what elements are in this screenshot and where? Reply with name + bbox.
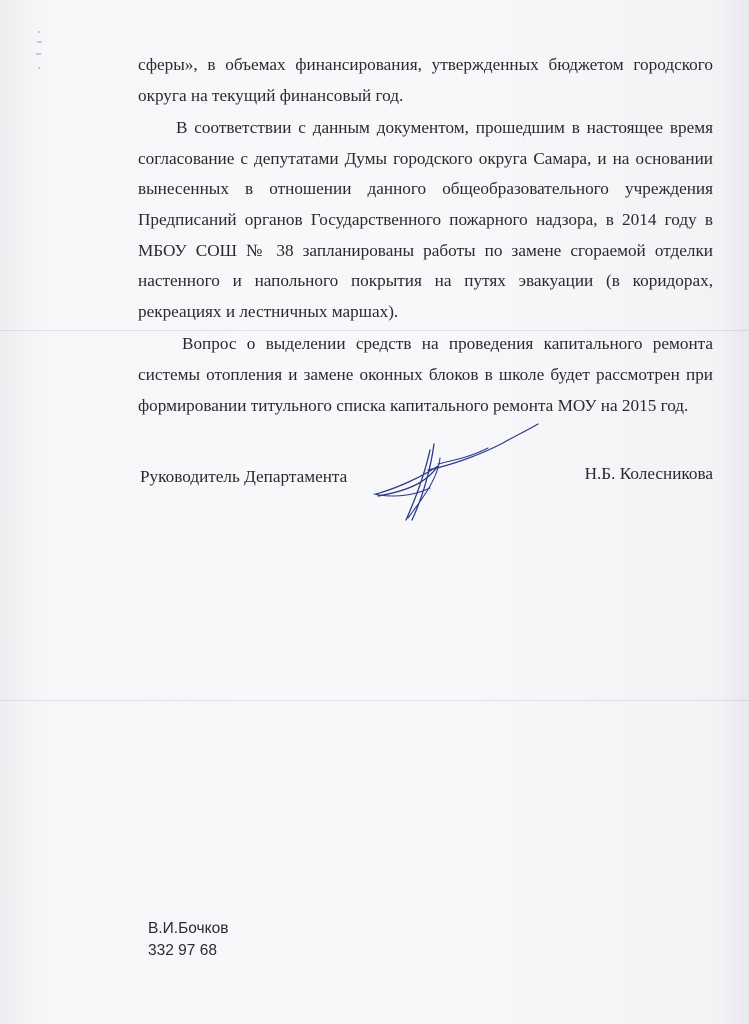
scan-edge-marks (32, 28, 52, 88)
paragraph-planned-works: В соответствии с данным документом, прошедшим в настоящее время согласование с депутатами Думы городского округа Самара, и на основании вынесенных в отношении данного общеобразовательного учреждения Предписаний органов Государственного пожарного надзора, в 2014 году в МБОУ СОШ № 38 запланированы работы по замене сгораемой отделки настенного и напольного покрытия на путях эвакуации (в коридорах, рекреациях и лестничных маршах). (138, 118, 713, 321)
paragraph-repair-question: Вопрос о выделении средств на проведения капитального ремонта системы отопления и замене оконных блоков в школе будет рассмотрен при формировании титульного списка капитального ремонта МОУ на 2015 год. (138, 334, 713, 415)
signer-name: Н.Б. Колесникова (584, 464, 713, 483)
letter-body (138, 50, 713, 423)
signer-position: Руководитель Департамента (140, 467, 348, 486)
paragraph-funding: сферы», в объемах финансирования, утвержденных бюджетом городского округа на текущий финансовый год. (138, 55, 713, 105)
executor-phone: 332 97 68 (148, 942, 217, 959)
handwritten-signature (368, 418, 548, 528)
executor-info (148, 918, 228, 962)
paper-fold-line (0, 700, 749, 701)
executor-name: В.И.Бочков (148, 920, 229, 937)
